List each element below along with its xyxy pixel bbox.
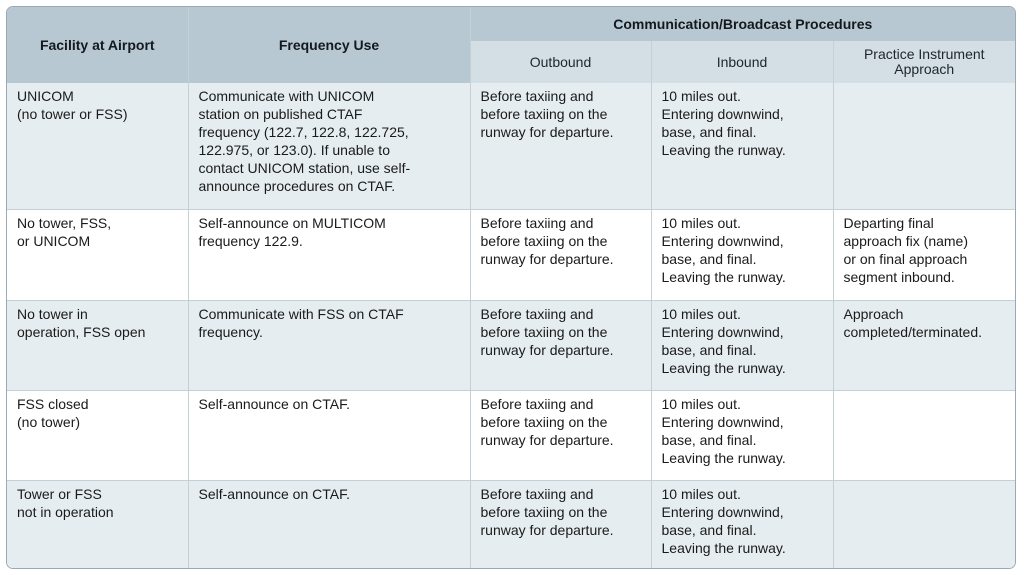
outbound-header: Outbound: [470, 41, 651, 83]
practice-cell: [833, 390, 1015, 480]
inbound-cell: 10 miles out. Entering downwind, base, and final. Leaving the runway.: [651, 480, 833, 568]
facility-header: Facility at Airport: [7, 7, 188, 83]
facility-cell: FSS closed (no tower): [7, 390, 188, 480]
frequency-use-header: Frequency Use: [188, 7, 470, 83]
outbound-cell: Before taxiing and before taxiing on the runway for departure.: [470, 390, 651, 480]
frequency-cell: Self-announce on MULTICOM frequency 122.9.: [188, 209, 470, 300]
frequency-cell: Self-announce on CTAF.: [188, 480, 470, 568]
inbound-cell: 10 miles out. Entering downwind, base, and final. Leaving the runway.: [651, 209, 833, 300]
practice-cell: Approach completed/terminated.: [833, 300, 1015, 390]
outbound-cell: Before taxiing and before taxiing on the runway for departure.: [470, 209, 651, 300]
facility-cell: No tower, FSS, or UNICOM: [7, 209, 188, 300]
inbound-cell: 10 miles out. Entering downwind, base, and final. Leaving the runway.: [651, 390, 833, 480]
facility-cell: No tower in operation, FSS open: [7, 300, 188, 390]
table-row: [7, 390, 1015, 480]
inbound-header: Inbound: [651, 41, 833, 83]
frequency-cell: Self-announce on CTAF.: [188, 390, 470, 480]
inbound-cell: 10 miles out. Entering downwind, base, and final. Leaving the runway.: [651, 83, 833, 209]
inbound-cell: 10 miles out. Entering downwind, base, and final. Leaving the runway.: [651, 300, 833, 390]
procedures-header: Communication/Broadcast Procedures: [470, 7, 1015, 41]
outbound-cell: Before taxiing and before taxiing on the runway for departure.: [470, 480, 651, 568]
frequency-cell: Communicate with FSS on CTAF frequency.: [188, 300, 470, 390]
procedures-table-frame: [6, 6, 1016, 569]
facility-cell: Tower or FSS not in operation: [7, 480, 188, 568]
table-row: [7, 83, 1015, 209]
practice-cell: [833, 480, 1015, 568]
practice-approach-header: Practice Instrument Approach: [833, 41, 1015, 83]
facility-cell: UNICOM (no tower or FSS): [7, 83, 188, 209]
table-row: [7, 300, 1015, 390]
table-row: [7, 209, 1015, 300]
practice-cell: Departing final approach fix (name) or on final approach segment inbound.: [833, 209, 1015, 300]
header-row-top: [7, 7, 1015, 41]
table-row: [7, 480, 1015, 568]
frequency-cell: Communicate with UNICOM station on published CTAF frequency (122.7, 122.8, 122.725, 122.975, or 123.0). If unable to contact UNICOM station, use self- announce procedures on CTAF.: [188, 83, 470, 209]
outbound-cell: Before taxiing and before taxiing on the runway for departure.: [470, 300, 651, 390]
communication-procedures-table: [7, 7, 1015, 568]
outbound-cell: Before taxiing and before taxiing on the runway for departure.: [470, 83, 651, 209]
practice-cell: [833, 83, 1015, 209]
